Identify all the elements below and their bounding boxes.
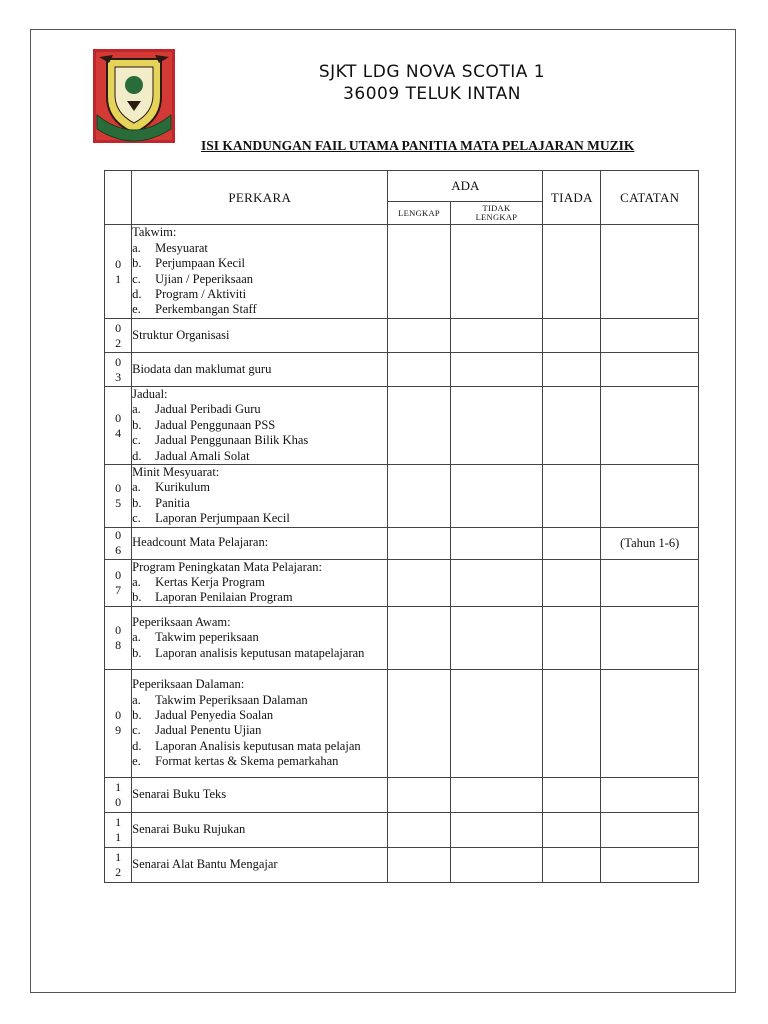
tidak-lengkap-cell (450, 527, 542, 559)
row-item (132, 353, 388, 387)
sub-item-letter: a. (132, 692, 141, 707)
row-number-text: 01 (115, 256, 122, 286)
sub-item-letter: a. (132, 402, 141, 417)
row-number (105, 353, 132, 387)
row-item (132, 465, 388, 528)
tiada-cell (543, 319, 601, 353)
sub-item-text: Laporan Analisis keputusan mata pelajan (155, 738, 361, 753)
sub-item-text: Ujian / Peperiksaan (155, 271, 254, 286)
document-page (30, 29, 736, 993)
table-row (105, 353, 699, 387)
tidak-lengkap-cell (450, 777, 542, 812)
row-item (132, 387, 388, 465)
checklist-table (104, 170, 699, 883)
catatan-cell (601, 847, 699, 882)
tidak-lengkap-cell (450, 319, 542, 353)
header-ada: ADA (388, 171, 543, 202)
row-number (105, 606, 132, 669)
sub-item-letter: b. (132, 256, 142, 271)
item-title: Headcount Mata Pelajaran: (132, 535, 269, 550)
sub-item-list (132, 402, 387, 464)
row-number-text: 02 (115, 320, 122, 350)
sub-item-list (132, 630, 387, 661)
sub-item-letter: e. (132, 754, 141, 769)
item-title: Peperiksaan Awam: (132, 614, 231, 629)
row-number (105, 812, 132, 847)
sub-item-text: Panitia (155, 495, 190, 510)
lengkap-cell (388, 559, 450, 606)
sub-item (132, 739, 387, 754)
row-number-text: 04 (115, 410, 122, 440)
sub-item-letter: b. (132, 707, 142, 722)
table-row (105, 225, 699, 319)
catatan-cell: (Tahun 1-6) (601, 527, 699, 559)
sub-item (132, 480, 387, 495)
row-item (132, 777, 388, 812)
sub-item-letter: c. (132, 271, 141, 286)
item-title: Senarai Alat Bantu Mengajar (132, 857, 278, 872)
sub-item (132, 590, 387, 605)
tiada-cell (543, 847, 601, 882)
sub-item-letter: d. (132, 448, 142, 463)
sub-item (132, 630, 387, 645)
sub-item (132, 693, 387, 708)
header-tidak-lengkap-label: TIDAK LENGKAP (475, 203, 518, 222)
sub-item-letter: a. (132, 575, 141, 590)
sub-item-text: Takwim Peperiksaan Dalaman (155, 692, 308, 707)
sub-item (132, 433, 387, 448)
sub-item-text: Kurikulum (155, 480, 210, 495)
item-title: Peperiksaan Dalaman: (132, 677, 245, 692)
header-no-cell (105, 171, 132, 225)
sub-item (132, 302, 387, 317)
row-item (132, 559, 388, 606)
sub-item-letter: e. (132, 302, 141, 317)
row-number (105, 847, 132, 882)
sub-item-text: Program / Aktiviti (155, 286, 247, 301)
tidak-lengkap-cell (450, 847, 542, 882)
lengkap-cell (388, 353, 450, 387)
row-number (105, 777, 132, 812)
sub-item (132, 575, 387, 590)
lengkap-cell (388, 387, 450, 465)
sub-item-text: Laporan Penilaian Program (155, 590, 293, 605)
sub-item-letter: a. (132, 240, 141, 255)
sub-item-letter: b. (132, 590, 142, 605)
sub-item (132, 287, 387, 302)
school-address: 36009 TELUK INTAN (343, 84, 521, 104)
item-title: Struktur Organisasi (132, 327, 230, 342)
row-number (105, 225, 132, 319)
table-row (105, 777, 699, 812)
sub-item (132, 241, 387, 256)
catatan-cell (601, 353, 699, 387)
catatan-cell (601, 319, 699, 353)
row-number (105, 319, 132, 353)
sub-item (132, 256, 387, 271)
row-number-text: 12 (115, 849, 122, 879)
sub-item-text: Laporan analisis keputusan matapelajaran (155, 645, 365, 660)
tiada-cell (543, 465, 601, 528)
header-catatan: CATATAN (601, 171, 699, 225)
row-number (105, 559, 132, 606)
catatan-cell (601, 669, 699, 777)
item-title: Biodata dan maklumat guru (132, 361, 272, 376)
tiada-cell (543, 353, 601, 387)
sub-item-letter: b. (132, 417, 142, 432)
table-row (105, 669, 699, 777)
row-number-text: 08 (115, 622, 122, 652)
sub-item-list (132, 575, 387, 606)
sub-item-letter: d. (132, 738, 142, 753)
lengkap-cell (388, 812, 450, 847)
item-title: Jadual: (132, 387, 168, 401)
sub-item-text: Perkembangan Staff (155, 302, 257, 317)
row-number-text: 06 (115, 528, 122, 558)
row-item (132, 319, 388, 353)
tidak-lengkap-cell (450, 353, 542, 387)
row-number-text: 03 (115, 354, 122, 384)
tidak-lengkap-cell (450, 559, 542, 606)
item-title: Takwim: (132, 225, 177, 240)
sub-item-text: Jadual Penggunaan Bilik Khas (155, 433, 309, 448)
sub-item (132, 723, 387, 738)
sub-item-list (132, 241, 387, 318)
row-number (105, 465, 132, 528)
catatan-cell (601, 387, 699, 465)
tidak-lengkap-cell (450, 812, 542, 847)
sub-item (132, 646, 387, 661)
tiada-cell (543, 225, 601, 319)
row-item (132, 847, 388, 882)
table-row (105, 387, 699, 465)
table-row (105, 559, 699, 606)
sub-item-text: Kertas Kerja Program (155, 575, 265, 590)
row-number-text: 07 (115, 567, 122, 597)
sub-item-letter: a. (132, 480, 141, 495)
row-number-text: 11 (115, 814, 122, 844)
item-title: Minit Mesyuarat: (132, 465, 220, 480)
lengkap-cell (388, 319, 450, 353)
sub-item (132, 511, 387, 526)
checklist-rows (105, 225, 699, 883)
sub-item-text: Mesyuarat (155, 240, 208, 255)
tiada-cell (543, 812, 601, 847)
tidak-lengkap-cell (450, 225, 542, 319)
table-row (105, 319, 699, 353)
tiada-cell (543, 559, 601, 606)
item-title: Senarai Buku Teks (132, 787, 227, 802)
tiada-cell (543, 669, 601, 777)
row-item (132, 669, 388, 777)
sub-item-text: Jadual Amali Solat (155, 448, 250, 463)
lengkap-cell (388, 777, 450, 812)
table-row (105, 606, 699, 669)
sub-item-text: Format kertas & Skema pemarkahan (155, 754, 339, 769)
row-number-text: 10 (115, 779, 122, 809)
item-title: Program Peningkatan Mata Pelajaran: (132, 559, 322, 574)
sub-item (132, 272, 387, 287)
sub-item-text: Jadual Peribadi Guru (155, 402, 261, 417)
tidak-lengkap-cell (450, 669, 542, 777)
row-number (105, 527, 132, 559)
sub-item-text: Jadual Penggunaan PSS (155, 417, 276, 432)
row-item (132, 812, 388, 847)
sub-item-text: Jadual Penentu Ujian (155, 723, 262, 738)
sub-item-letter: a. (132, 630, 141, 645)
table-row (105, 812, 699, 847)
row-number (105, 669, 132, 777)
sub-item-text: Jadual Penyedia Soalan (155, 707, 274, 722)
sub-item (132, 418, 387, 433)
catatan-cell (601, 225, 699, 319)
table-row (105, 527, 699, 559)
sub-item (132, 496, 387, 511)
catatan-cell (601, 559, 699, 606)
sub-item-letter: b. (132, 645, 142, 660)
tiada-cell (543, 606, 601, 669)
sub-item-text: Laporan Perjumpaan Kecil (155, 511, 290, 526)
sub-item-list (132, 480, 387, 526)
sub-item-text: Takwim peperiksaan (155, 630, 259, 645)
row-item (132, 527, 388, 559)
sub-item (132, 708, 387, 723)
header-perkara: PERKARA (132, 171, 388, 225)
item-title: Senarai Buku Rujukan (132, 822, 246, 837)
lengkap-cell (388, 606, 450, 669)
tiada-cell (543, 777, 601, 812)
row-number (105, 387, 132, 465)
sub-item-letter: c. (132, 511, 141, 526)
sub-item-letter: d. (132, 286, 142, 301)
lengkap-cell (388, 847, 450, 882)
header-lengkap: LENGKAP (388, 202, 450, 225)
tidak-lengkap-cell (450, 465, 542, 528)
sub-item-letter: b. (132, 495, 142, 510)
sub-item-letter: c. (132, 433, 141, 448)
lengkap-cell (388, 225, 450, 319)
sub-item (132, 754, 387, 769)
tiada-cell (543, 387, 601, 465)
catatan-cell (601, 606, 699, 669)
tiada-cell (543, 527, 601, 559)
row-item (132, 606, 388, 669)
catatan-cell (601, 465, 699, 528)
lengkap-cell (388, 465, 450, 528)
table-row (105, 847, 699, 882)
sub-item-letter: c. (132, 723, 141, 738)
catatan-cell (601, 777, 699, 812)
lengkap-cell (388, 527, 450, 559)
document-title: ISI KANDUNGAN FAIL UTAMA PANITIA MATA PELAJARAN MUZIK (201, 138, 635, 153)
lengkap-cell (388, 669, 450, 777)
sub-item (132, 402, 387, 417)
table-row (105, 465, 699, 528)
tidak-lengkap-cell (450, 606, 542, 669)
sub-item (132, 449, 387, 464)
row-number-text: 09 (115, 708, 122, 738)
row-number-text: 05 (115, 480, 122, 510)
tidak-lengkap-cell (450, 387, 542, 465)
header-tidak-lengkap (450, 202, 542, 225)
school-name: SJKT LDG NOVA SCOTIA 1 (318, 62, 546, 82)
sub-item-text: Perjumpaan Kecil (155, 256, 246, 271)
row-item (132, 225, 388, 319)
catatan-cell (601, 812, 699, 847)
sub-item-list (132, 693, 387, 770)
header-tiada: TIADA (543, 171, 601, 225)
